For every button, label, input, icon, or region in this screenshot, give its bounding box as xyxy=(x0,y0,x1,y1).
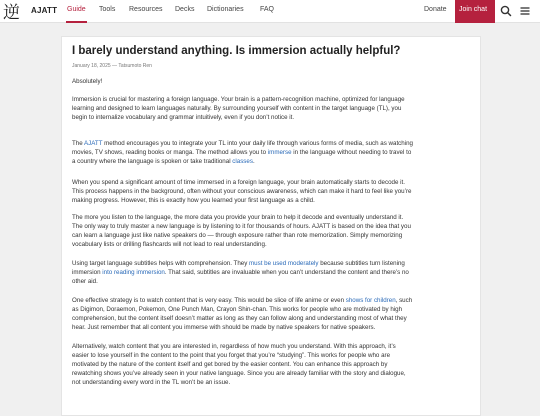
paragraph-line: comprehension, but the content itself doesn’t matter as long as they can follow along and understanding most of what they xyxy=(72,315,407,323)
nav-dictionaries[interactable]: Dictionaries xyxy=(207,6,244,13)
text-segment: . That said, subtitles are invaluable when you can’t understand the content and there’s no xyxy=(164,269,409,277)
paragraph-line: The more you listen to the language, the more data you provide your brain to help it decode and eventually understand it. xyxy=(72,214,404,221)
paragraph-line: vocabulary lists or drilling flashcards will not lead to real understanding. xyxy=(72,241,267,249)
text-segment: One effective strategy is to watch content that is very easy. This would be slice of life anime or even xyxy=(72,297,346,304)
text-segment: method encourages you to integrate your TL into your daily life through various forms of media, such as watching xyxy=(102,140,413,147)
paragraph-line: When you spend a significant amount of time immersed in a foreign language, your brain automatically starts to decode it. xyxy=(72,179,405,186)
join-chat-label[interactable]: Join chat xyxy=(459,6,488,13)
paragraph-line: The only way to truly master a new language is by listening to it for thousands of hours. AJATT is based on the idea that you xyxy=(72,223,411,231)
search-icon[interactable] xyxy=(499,4,513,18)
paragraph-4 xyxy=(72,178,472,205)
paragraph-1 xyxy=(72,77,472,86)
nav-tools[interactable]: Tools xyxy=(99,6,116,13)
paragraph-line: rewatching shows you’ve already seen in your native language. Since you are already familiar with the story and dialogue, xyxy=(72,370,406,378)
paragraph-line: hear. Just remember that all content you immerse with should be made by native speakers for native speakers. xyxy=(72,324,376,332)
paragraph-6 xyxy=(72,259,472,286)
paragraph-line: Immersion is crucial for mastering a foreign language. Your brain is a pattern-recognition machine, optimized for language xyxy=(72,96,405,103)
paragraph-8 xyxy=(72,342,472,387)
article-meta: January 18, 2025 — Tatsumoto Ren xyxy=(72,63,152,69)
paragraph-7 xyxy=(72,296,472,332)
paragraph-line: not understanding every word in the TL won’t be an issue. xyxy=(72,379,231,387)
text-segment: because subtitles turn listening xyxy=(318,260,405,267)
text-segment: , such xyxy=(395,297,413,304)
nav-guide[interactable]: Guide xyxy=(67,6,86,13)
reading-immersion-link[interactable]: into reading immersion xyxy=(102,269,165,277)
paragraph-line xyxy=(72,259,472,268)
moderation-link[interactable]: must be used moderately xyxy=(249,260,319,267)
text-segment: in the language without needing to travel to xyxy=(291,149,412,157)
paragraph-line: Absolutely! xyxy=(72,78,103,85)
nav-decks[interactable]: Decks xyxy=(175,6,195,13)
ajatt-link[interactable]: AJATT xyxy=(84,140,103,147)
paragraph-line: This process happens in the background, often without your conscious awareness, which can make it hard to feel like you’re xyxy=(72,188,412,196)
paragraph-line: can learn a language just like native speakers do — through exposure rather than rote memorization. Simply memorizing xyxy=(72,232,403,240)
text-segment: immersion xyxy=(72,269,103,277)
paragraph-line: begin to internalize vocabulary and grammar intuitively, even if you don’t notice it. xyxy=(72,114,295,122)
paragraph-line: Alternatively, watch content that you are interested in, regardless of how much you understand. With this approach, it’s xyxy=(72,343,396,350)
paragraph-2 xyxy=(72,95,472,122)
paragraph-line: easier to lose yourself in the content to the point that you forget that you’re “studying”. This works for people who are xyxy=(72,352,391,360)
paragraph-line: motivated by the nature of the content itself and get bored by the easier content. You can enhance this approach by xyxy=(72,361,388,369)
paragraph-5 xyxy=(72,213,472,249)
paragraph-line xyxy=(72,157,472,166)
paragraph-line: other aid. xyxy=(72,278,98,286)
paragraph-line xyxy=(72,139,472,148)
text-segment: movies, TV shows, reading books or manga. The method allows you to xyxy=(72,149,268,157)
text-segment: . xyxy=(252,158,255,166)
nav-faq[interactable]: FAQ xyxy=(260,6,275,13)
classes-link[interactable]: classes xyxy=(232,158,253,166)
svg-text:逆: 逆 xyxy=(3,3,20,21)
shows-for-children-link[interactable]: shows for children xyxy=(345,297,396,304)
site-logo-icon[interactable] xyxy=(3,2,25,21)
paragraph-line xyxy=(72,296,472,305)
donate-link[interactable]: Donate xyxy=(424,6,447,13)
paragraph-line xyxy=(72,148,472,157)
immerse-link[interactable]: immerse xyxy=(267,149,292,157)
menu-icon[interactable] xyxy=(518,4,532,18)
nav-resources[interactable]: Resources xyxy=(129,6,163,13)
text-segment: a country where the language is spoken or take traditional xyxy=(72,158,233,166)
paragraph-3 xyxy=(72,139,472,166)
text-segment: Using target language subtitles helps with comprehension. They xyxy=(72,260,250,267)
article-title: I barely understand anything. Is immersion actually helpful? xyxy=(72,45,401,57)
paragraph-line: as Digimon, Doraemon, Pokemon, One Punch Man, Crayon Shin-chan. This works for people who are motivated by high xyxy=(72,306,403,314)
active-tab-indicator xyxy=(66,21,87,23)
text-segment: The xyxy=(72,140,85,147)
paragraph-line xyxy=(72,268,472,277)
paragraph-line: learning and designed to learn languages naturally. By surrounding yourself with content in the target language (TL), you xyxy=(72,105,402,113)
paragraph-line: making progress. However, this is exactly how you learned your first language as a child. xyxy=(72,197,315,205)
brand-name[interactable]: AJATT xyxy=(31,6,58,15)
